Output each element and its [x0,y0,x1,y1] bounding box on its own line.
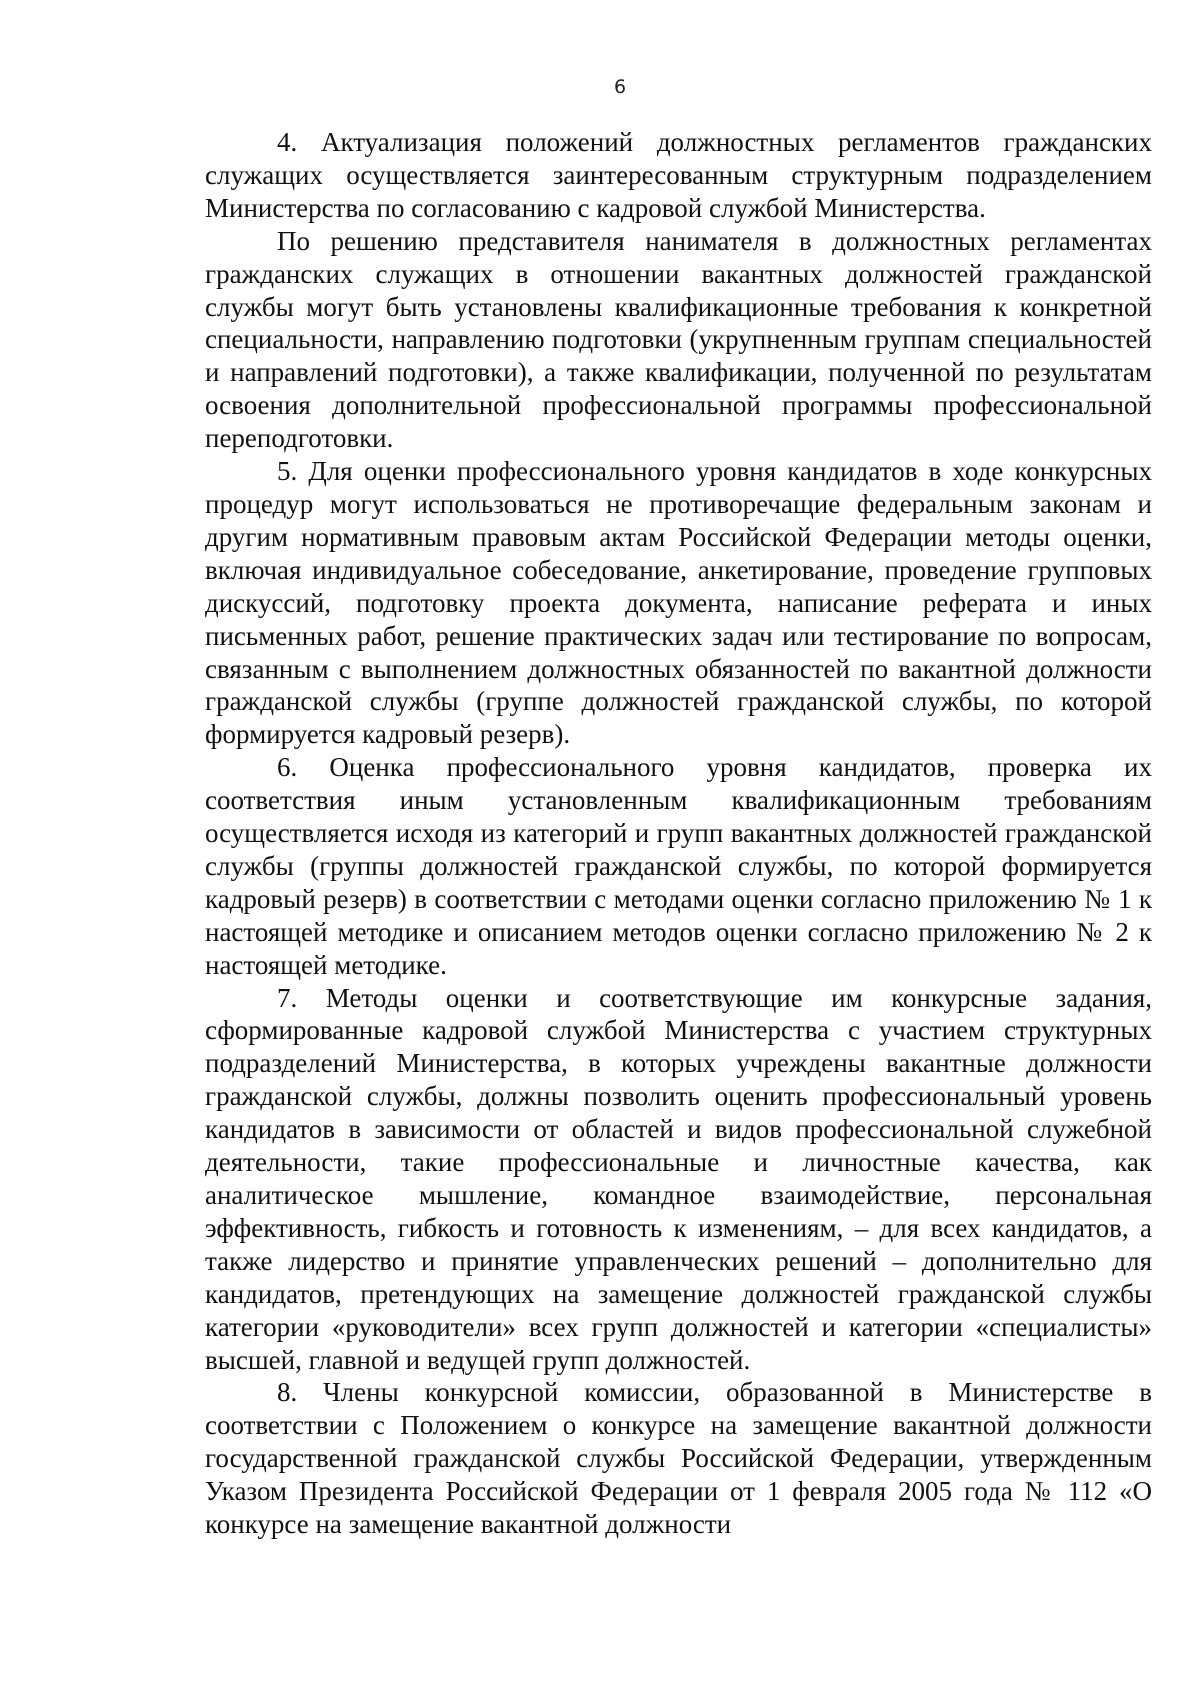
paragraph-item-7: 7. Методы оценки и соответствующие им конкурсные задания, сформированные кадровой службой Министерства с участием структурных подразделений Министерства, в которых учреждены вакантные должности гражданской службы, должны позволить оценить профессиональный уровень кандидатов в зависимости от областей и видов профессиональной служебной деятельности, такие профессиональные и личностные качества, как аналитическое мышление, командное взаимодействие, персональная эффективность, гибкость и готовность к изменениям, – для всех кандидатов, а также лидерство и принятие управленческих решений – дополнительно для кандидатов, претендующих на замещение должностей гражданской службы категории «руководители» всех групп должностей и категории «специалисты» высшей, главной и ведущей групп должностей. [205,982,1152,1375]
paragraph-qualification-requirements: По решению представителя нанимателя в должностных регламентах гражданских служащих в отношении вакантных должностей гражданской службы могут быть установлены квалификационные требования к конкретной специальности, направлению подготовки (укрупненным группам специальностей и направлений подготовки), а также квалификации, полученной по результатам освоения дополнительной профессиональной программы профессиональной переподготовки. [205,225,1152,454]
page-number: 6 [613,76,627,98]
document-body [205,126,1152,1541]
paragraph-item-8: 8. Члены конкурсной комиссии, образованной в Министерстве в соответствии с Положением о конкурсе на замещение вакантной должности государственной гражданской службы Российской Федерации, утвержденным Указом Президента Российской Федерации от 1 февраля 2005 года № 112 «О конкурсе на замещение вакантной должности [205,1377,1152,1540]
paragraph-item-5: 5. Для оценки профессионального уровня кандидатов в ходе конкурсных процедур могут использоваться не противоречащие федеральным законам и другим нормативным правовым актам Российской Федерации методы оценки, включая индивидуальное собеседование, анкетирование, проведение групповых дискуссий, подготовку проекта документа, написание реферата и иных письменных работ, решение практических задач или тестирование по вопросам, связанным с выполнением должностных обязанностей по вакантной должности гражданской службы (группе должностей гражданской службы, по которой формируется кадровый резерв). [205,456,1152,750]
paragraph-item-4: 4. Актуализация положений должностных регламентов гражданских служащих осуществляется заинтересованным структурным подразделением Министерства по согласованию с кадровой службой Министерства. [205,127,1152,223]
paragraph-item-6: 6. Оценка профессионального уровня кандидатов, проверка их соответствия иным установленным квалификационным требованиям осуществляется исходя из категорий и групп вакантных должностей гражданской службы (группы должностей гражданской службы, по которой формируется кадровый резерв) в соответствии с методами оценки согласно приложению № 1 к настоящей методике и описанием методов оценки согласно приложению № 2 к настоящей методике. [205,752,1152,980]
